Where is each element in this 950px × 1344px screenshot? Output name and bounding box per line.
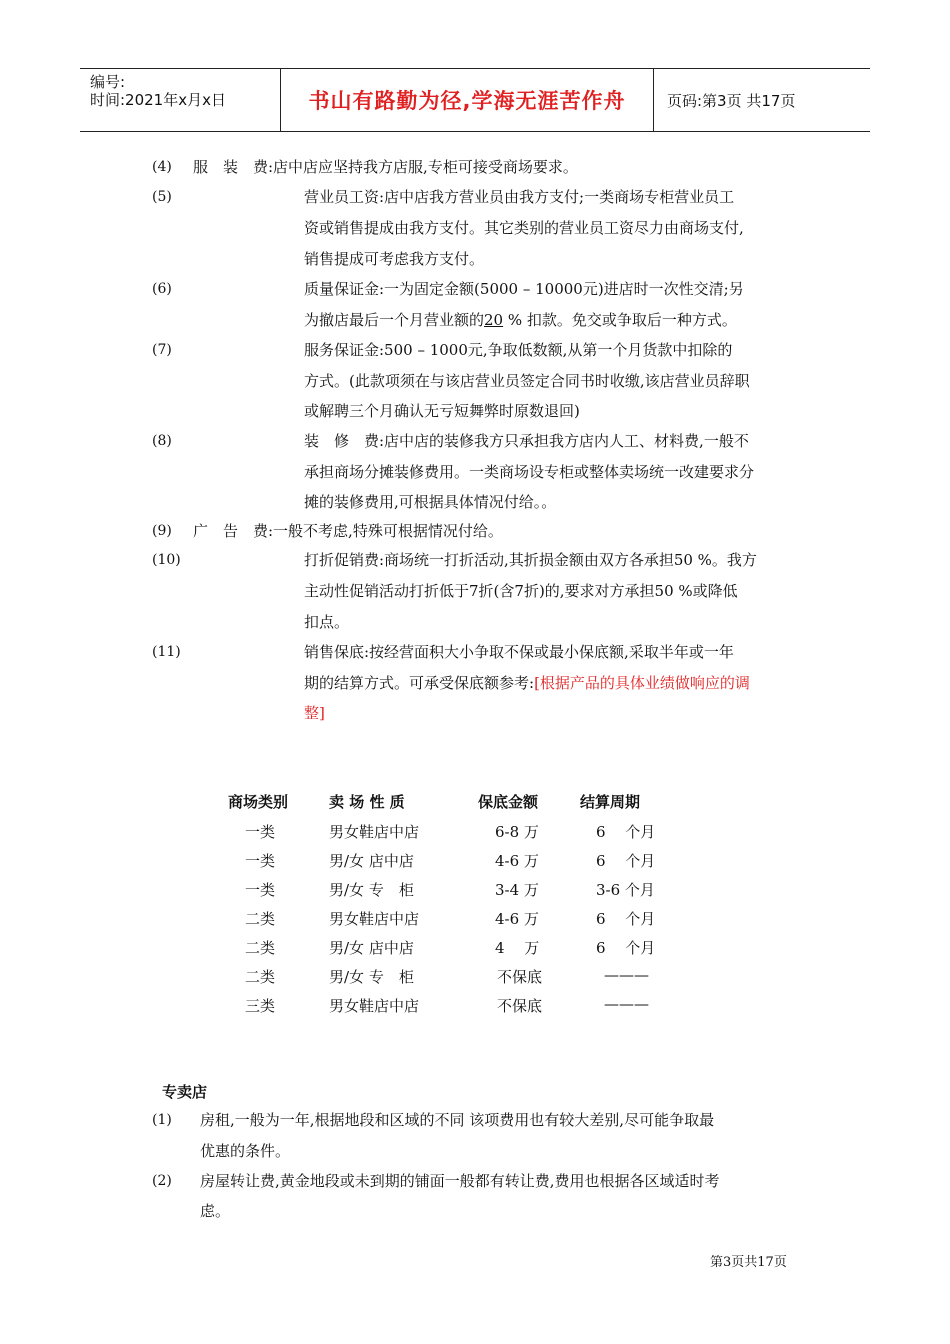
item-text: 或解聘三个月确认无亏短舞弊时原数退回): [304, 402, 580, 420]
table-cell: 6 个月: [596, 910, 656, 928]
item-text: 资或销售提成由我方支付。其它类别的营业员工资尽力由商场支付,: [304, 219, 744, 237]
header-left-cell: [80, 69, 281, 131]
page-footer: 第3页共17页: [710, 1255, 787, 1270]
item-text: 优惠的条件。: [200, 1142, 291, 1160]
item-text: 质量保证金:一为固定金额(5000 – 10000元)进店时一次性交清;另: [304, 280, 744, 298]
item-text-row: [304, 673, 750, 693]
item-number: (5): [152, 189, 172, 205]
item-number: (7): [152, 342, 172, 358]
item-number: (2): [152, 1173, 172, 1189]
table-cell: 三类: [245, 997, 276, 1015]
item-text: 摊的装修费用,可根据具体情况付给。。: [304, 493, 557, 511]
table-cell: 二类: [245, 910, 276, 928]
table-cell: 男/女 店中店: [329, 852, 414, 870]
underlined-value: 20: [484, 311, 504, 329]
table-header: 商场类别: [228, 793, 289, 811]
table-cell: 3-6 个月: [596, 881, 655, 899]
item-text: 服务保证金:500 – 1000元,争取低数额,从第一个月货款中扣除的: [304, 341, 733, 359]
table-cell: 6-8 万: [495, 823, 539, 841]
item-number: (10): [152, 552, 181, 568]
item-text: 营业员工资:店中店我方营业员由我方支付;一类商场专柜营业员工: [304, 188, 735, 206]
header-motto-cell: [281, 69, 654, 131]
item-text: 服 装 费:店中店应坚持我方店服,专柜可接受商场要求。: [193, 158, 578, 176]
table-cell: 男女鞋店中店: [329, 823, 420, 841]
item-text: 为撤店最后一个月营业额的: [304, 311, 485, 329]
header-page-label: 页码:第3页 共17页: [667, 91, 796, 110]
table-cell: 4-6 万: [495, 910, 539, 928]
table-cell: 4-6 万: [495, 852, 539, 870]
item-text: 广 告 费:一般不考虑,特殊可根据情况付给。: [193, 522, 503, 540]
highlight-note: 整]: [304, 704, 325, 722]
item-text: 房屋转让费,黄金地段或未到期的铺面一般都有转让费,费用也根据各区域适时考: [200, 1172, 720, 1190]
item-number: (4): [152, 159, 172, 175]
table-cell: 6 个月: [596, 823, 656, 841]
table-cell: 一类: [245, 852, 276, 870]
item-text: 销售保底:按经营面积大小争取不保或最小保底额,采取半年或一年: [304, 643, 734, 661]
table-header: 卖 场 性 质: [329, 793, 405, 811]
table-cell: ———: [604, 966, 649, 984]
table-cell: 一类: [245, 881, 276, 899]
page-header: [80, 68, 870, 132]
item-text: 方式。(此款项须在与该店营业员签定合同书时收缴,该店营业员辞职: [304, 372, 750, 390]
item-text: 房租,一般为一年,根据地段和区域的不同 该项费用也有较大差别,尽可能争取最: [200, 1111, 715, 1129]
table-cell: 一类: [245, 823, 276, 841]
table-cell: 二类: [245, 968, 276, 986]
item-number: (11): [152, 644, 181, 660]
section-title: 专卖店: [162, 1083, 208, 1101]
table-cell: 男女鞋店中店: [329, 910, 420, 928]
item-number: (9): [152, 523, 172, 539]
table-cell: 男/女 专 柜: [329, 881, 414, 899]
table-header: 结算周期: [580, 793, 641, 811]
item-text: 扣点。: [304, 613, 350, 631]
table-cell: 男/女 店中店: [329, 939, 414, 957]
table-cell: 男女鞋店中店: [329, 997, 420, 1015]
item-text: 期的结算方式。可承受保底额参考:: [304, 674, 535, 692]
item-number: (1): [152, 1112, 172, 1128]
item-text: 主动性促销活动打折低于7折(含7折)的,要求对方承担50 %或降低: [304, 582, 738, 600]
item-text: 虑。: [200, 1202, 231, 1220]
item-text: 装 修 费:店中店的装修我方只承担我方店内人工、材料费,一般不: [304, 432, 749, 450]
item-text: % 扣款。免交或争取后一种方式。: [503, 311, 737, 329]
table-cell: 男/女 专 柜: [329, 968, 414, 986]
motto: 书山有路勤为径,学海无涯苦作舟: [308, 89, 626, 113]
header-page-cell: [655, 69, 870, 131]
table-cell: 不保底: [497, 968, 543, 986]
table-cell: 4 万: [495, 939, 540, 957]
table-cell: 6 个月: [596, 939, 656, 957]
table-header: 保底金额: [478, 793, 539, 811]
time-label: 时间:2021年x月x日: [90, 91, 226, 109]
item-text: 承担商场分摊装修费用。一类商场设专柜或整体卖场统一改建要求分: [304, 463, 755, 481]
item-text: 打折促销费:商场统一打折活动,其折损金额由双方各承担50 %。我方: [304, 551, 757, 569]
table-cell: 不保底: [497, 997, 543, 1015]
item-text: 销售提成可考虑我方支付。: [304, 250, 485, 268]
table-cell: ———: [604, 995, 649, 1013]
table-cell: 6 个月: [596, 852, 656, 870]
table-cell: 二类: [245, 939, 276, 957]
highlight-note: [根据产品的具体业绩做响应的调: [534, 674, 750, 692]
table-cell: 3-4 万: [495, 881, 539, 899]
item-text-row: [304, 310, 737, 330]
item-number: (6): [152, 281, 172, 297]
item-number: (8): [152, 433, 172, 449]
serial-label: 编号:: [90, 73, 126, 91]
